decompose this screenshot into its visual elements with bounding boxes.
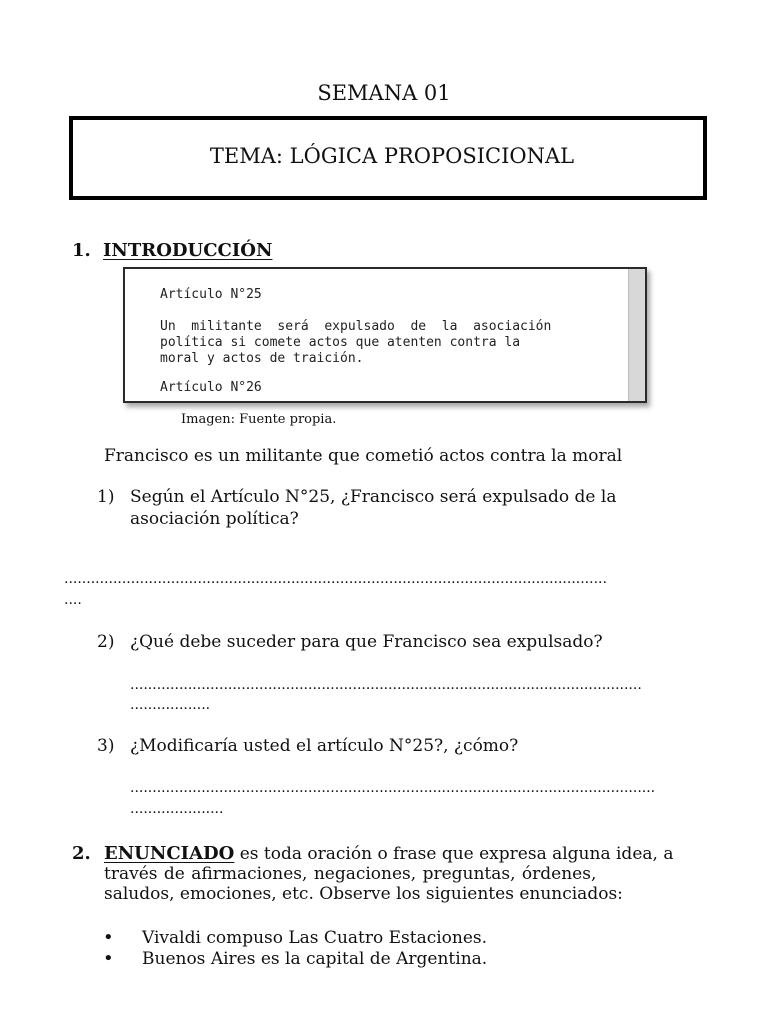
topic-title: TEMA: LÓGICA PROPOSICIONAL	[209, 144, 575, 168]
bullet1-text: Vivaldi compuso Las Cuatro Estaciones.	[142, 928, 488, 948]
question2-line1: ¿Qué debe suceder para que Francisco sea expulsado?	[130, 632, 603, 652]
image-scrollbar	[628, 269, 645, 401]
question1-line1: Según el Artículo N°25, ¿Francisco será expulsado de la	[130, 487, 617, 507]
bullet2-text: Buenos Aires es la capital de Argentina.	[142, 949, 488, 969]
section2-term: ENUNCIADO	[104, 843, 235, 864]
section2-line1	[104, 843, 702, 864]
week-title: SEMANA 01	[317, 81, 451, 105]
section2-line3: saludos, emociones, etc. Observe los siguientes enunciados:	[104, 884, 623, 904]
image-caption: Imagen: Fuente propia.	[181, 412, 337, 427]
section2-number: 2.	[72, 843, 91, 864]
question3-number: 3)	[97, 736, 115, 756]
article26-title: Artículo N°26	[160, 380, 262, 395]
intro-text: Francisco es un militante que cometió actos contra la moral	[104, 446, 623, 466]
answer2-line2: ..................	[130, 697, 211, 713]
answer1-line1: ..........................................................................................................................	[64, 571, 607, 587]
topic-box	[69, 116, 707, 200]
article25-line3: moral y actos de traición.	[160, 351, 364, 366]
answer2-line1: ...................................................................................................................	[130, 677, 642, 693]
question2-number: 2)	[97, 632, 115, 652]
article25-line1: Un militante será expulsado de la asociación	[160, 319, 552, 334]
question3-line1: ¿Modificaría usted el artículo N°25?, ¿cómo?	[130, 736, 519, 756]
article25-line2: política si comete actos que atenten contra la	[160, 335, 521, 350]
article25-title: Artículo N°25	[160, 287, 262, 302]
section2-line2: través de afirmaciones, negaciones, preguntas, órdenes,	[104, 864, 597, 884]
question1-number: 1)	[97, 487, 115, 507]
article-image	[123, 267, 647, 403]
answer3-line2: .....................	[130, 801, 224, 817]
bullet1-marker: •	[103, 927, 114, 948]
section2-line1-rest: es toda oración o frase que expresa alguna idea, a	[234, 844, 674, 864]
section1-title: INTRODUCCIÓN	[103, 240, 273, 261]
answer1-line2: ....	[64, 592, 82, 608]
question1-line2: asociación política?	[130, 509, 299, 529]
bullet2-marker: •	[103, 948, 114, 969]
section1-number: 1.	[72, 240, 91, 261]
answer3-line1: ......................................................................................................................	[130, 780, 656, 796]
